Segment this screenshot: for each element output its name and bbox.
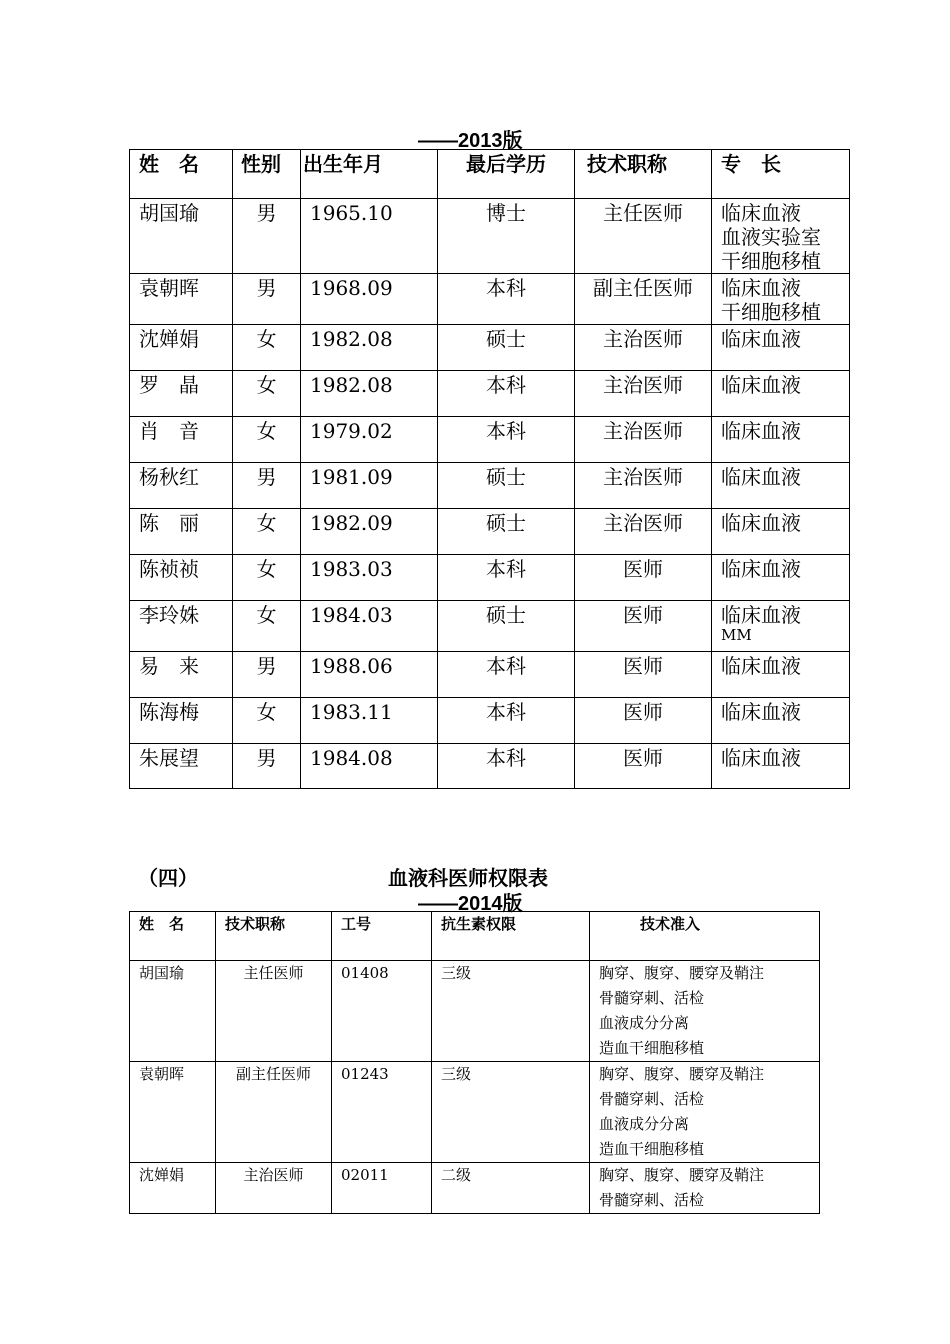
cell-specialty xyxy=(712,199,850,274)
table-row xyxy=(130,698,850,744)
access-line: 造血干细胞移植 xyxy=(599,1140,705,1158)
cell-title: 主治医师 xyxy=(216,1163,332,1214)
cell-specialty xyxy=(712,509,850,555)
access-line: 骨髓穿刺、活检 xyxy=(599,1191,705,1209)
cell-name: 李玲姝 xyxy=(130,601,233,652)
access-line: 胸穿、腹穿、腰穿及鞘注 xyxy=(599,1065,765,1083)
cell-title: 副主任医师 xyxy=(216,1062,332,1163)
cell-education: 本科 xyxy=(438,274,575,325)
specialty-line: MM xyxy=(721,626,752,644)
table-row xyxy=(130,1163,820,1214)
cell-education: 本科 xyxy=(438,652,575,698)
cell-sex: 女 xyxy=(233,417,301,463)
access-line: 胸穿、腹穿、腰穿及鞘注 xyxy=(599,1166,765,1184)
table-row xyxy=(130,417,850,463)
cell-specialty xyxy=(712,555,850,601)
cell-birth: 1982.08 xyxy=(301,325,438,371)
cell-education: 硕士 xyxy=(438,463,575,509)
cell-name: 袁朝晖 xyxy=(130,274,233,325)
page-title: 血液科医师权限表 xyxy=(388,866,548,890)
cell-name: 陈祯祯 xyxy=(130,555,233,601)
table-row xyxy=(130,555,850,601)
cell-name: 沈婵娟 xyxy=(130,1163,216,1214)
specialty-line: 临床血液 xyxy=(721,276,801,300)
cell-title: 医师 xyxy=(575,652,712,698)
cell-sex: 男 xyxy=(233,463,301,509)
cell-title: 医师 xyxy=(575,555,712,601)
header-specialty: 专 长 xyxy=(712,150,850,199)
cell-sex: 男 xyxy=(233,652,301,698)
cell-birth: 1988.06 xyxy=(301,652,438,698)
cell-title: 医师 xyxy=(575,698,712,744)
cell-title: 医师 xyxy=(575,601,712,652)
header-name: 姓 名 xyxy=(130,912,216,961)
cell-specialty xyxy=(712,744,850,789)
section-number: （四） xyxy=(138,866,198,890)
cell-id: 02011 xyxy=(332,1163,432,1214)
cell-education: 本科 xyxy=(438,698,575,744)
specialty-line: 干细胞移植 xyxy=(721,300,821,324)
access-line: 骨髓穿刺、活检 xyxy=(599,1090,705,1108)
cell-birth: 1982.09 xyxy=(301,509,438,555)
cell-education: 本科 xyxy=(438,555,575,601)
cell-title: 主治医师 xyxy=(575,325,712,371)
cell-sex: 女 xyxy=(233,371,301,417)
specialty-line: 临床血液 xyxy=(721,700,801,724)
table-row xyxy=(130,371,850,417)
header-id: 工号 xyxy=(332,912,432,961)
version-2014-label: ——2014版 xyxy=(418,893,523,915)
specialty-line: 临床血液 xyxy=(721,373,801,397)
specialty-line: 临床血液 xyxy=(721,201,801,225)
cell-education: 本科 xyxy=(438,744,575,789)
cell-sex: 女 xyxy=(233,555,301,601)
cell-title: 主任医师 xyxy=(216,961,332,1062)
cell-sex: 男 xyxy=(233,199,301,274)
table-header-row xyxy=(130,150,850,199)
cell-education: 本科 xyxy=(438,371,575,417)
header-antibiotic: 抗生素权限 xyxy=(432,912,590,961)
cell-title: 副主任医师 xyxy=(575,274,712,325)
cell-sex: 女 xyxy=(233,601,301,652)
cell-sex: 男 xyxy=(233,274,301,325)
cell-education: 硕士 xyxy=(438,601,575,652)
cell-specialty xyxy=(712,463,850,509)
cell-birth: 1981.09 xyxy=(301,463,438,509)
cell-title: 主治医师 xyxy=(575,509,712,555)
cell-specialty xyxy=(712,601,850,652)
cell-birth: 1979.02 xyxy=(301,417,438,463)
header-name: 姓 名 xyxy=(130,150,233,199)
cell-access xyxy=(590,1062,820,1163)
cell-title: 主任医师 xyxy=(575,199,712,274)
cell-birth: 1983.11 xyxy=(301,698,438,744)
header-title: 技术职称 xyxy=(216,912,332,961)
cell-education: 硕士 xyxy=(438,325,575,371)
cell-name: 胡国瑜 xyxy=(130,961,216,1062)
access-line: 血液成分分离 xyxy=(599,1115,690,1133)
cell-specialty xyxy=(712,698,850,744)
table-row xyxy=(130,652,850,698)
cell-access xyxy=(590,961,820,1062)
cell-id: 01243 xyxy=(332,1062,432,1163)
cell-specialty xyxy=(712,652,850,698)
cell-antibiotic: 三级 xyxy=(432,1062,590,1163)
staff-table-2013 xyxy=(129,149,850,789)
cell-specialty xyxy=(712,417,850,463)
cell-birth: 1982.08 xyxy=(301,371,438,417)
table-row xyxy=(130,463,850,509)
cell-name: 罗 晶 xyxy=(130,371,233,417)
access-line: 胸穿、腹穿、腰穿及鞘注 xyxy=(599,964,765,982)
specialty-line: 临床血液 xyxy=(721,557,801,581)
table-row xyxy=(130,1062,820,1163)
cell-specialty xyxy=(712,325,850,371)
specialty-line: 血液实验室 xyxy=(721,225,821,249)
version-2013-label: ——2013版 xyxy=(418,130,523,152)
cell-specialty xyxy=(712,371,850,417)
cell-antibiotic: 三级 xyxy=(432,961,590,1062)
cell-birth: 1983.03 xyxy=(301,555,438,601)
cell-title: 主治医师 xyxy=(575,463,712,509)
table-row xyxy=(130,509,850,555)
cell-name: 袁朝晖 xyxy=(130,1062,216,1163)
cell-id: 01408 xyxy=(332,961,432,1062)
cell-birth: 1965.10 xyxy=(301,199,438,274)
header-sex: 性别 xyxy=(233,150,301,199)
cell-title: 主治医师 xyxy=(575,417,712,463)
cell-title: 医师 xyxy=(575,744,712,789)
cell-birth: 1984.03 xyxy=(301,601,438,652)
specialty-line: 临床血液 xyxy=(721,419,801,443)
table-row xyxy=(130,199,850,274)
specialty-line: 临床血液 xyxy=(721,465,801,489)
table-header-row xyxy=(130,912,820,961)
cell-specialty xyxy=(712,274,850,325)
specialty-line: 临床血液 xyxy=(721,603,801,627)
permission-table-2014 xyxy=(129,911,820,1214)
header-education: 最后学历 xyxy=(438,150,575,199)
cell-sex: 男 xyxy=(233,744,301,789)
cell-sex: 女 xyxy=(233,698,301,744)
access-line: 造血干细胞移植 xyxy=(599,1039,705,1057)
header-access: 技术准入 xyxy=(590,912,820,961)
table-row xyxy=(130,961,820,1062)
table-row xyxy=(130,274,850,325)
cell-name: 陈 丽 xyxy=(130,509,233,555)
specialty-line: 临床血液 xyxy=(721,327,801,351)
access-line: 血液成分分离 xyxy=(599,1014,690,1032)
cell-sex: 女 xyxy=(233,325,301,371)
cell-education: 硕士 xyxy=(438,509,575,555)
cell-name: 杨秋红 xyxy=(130,463,233,509)
cell-birth: 1968.09 xyxy=(301,274,438,325)
cell-education: 本科 xyxy=(438,417,575,463)
cell-education: 博士 xyxy=(438,199,575,274)
cell-antibiotic: 二级 xyxy=(432,1163,590,1214)
header-birth: 出生年月 xyxy=(301,150,438,199)
cell-name: 胡国瑜 xyxy=(130,199,233,274)
header-title: 技术职称 xyxy=(575,150,712,199)
access-line: 骨髓穿刺、活检 xyxy=(599,989,705,1007)
cell-name: 朱展望 xyxy=(130,744,233,789)
cell-name: 沈婵娟 xyxy=(130,325,233,371)
specialty-line: 干细胞移植 xyxy=(721,249,821,273)
cell-name: 易 来 xyxy=(130,652,233,698)
specialty-line: 临床血液 xyxy=(721,511,801,535)
cell-access xyxy=(590,1163,820,1214)
table-row xyxy=(130,325,850,371)
cell-name: 肖 音 xyxy=(130,417,233,463)
cell-title: 主治医师 xyxy=(575,371,712,417)
table-row xyxy=(130,601,850,652)
specialty-line: 临床血液 xyxy=(721,746,801,770)
cell-name: 陈海梅 xyxy=(130,698,233,744)
specialty-line: 临床血液 xyxy=(721,654,801,678)
table-row xyxy=(130,744,850,789)
cell-sex: 女 xyxy=(233,509,301,555)
cell-birth: 1984.08 xyxy=(301,744,438,789)
